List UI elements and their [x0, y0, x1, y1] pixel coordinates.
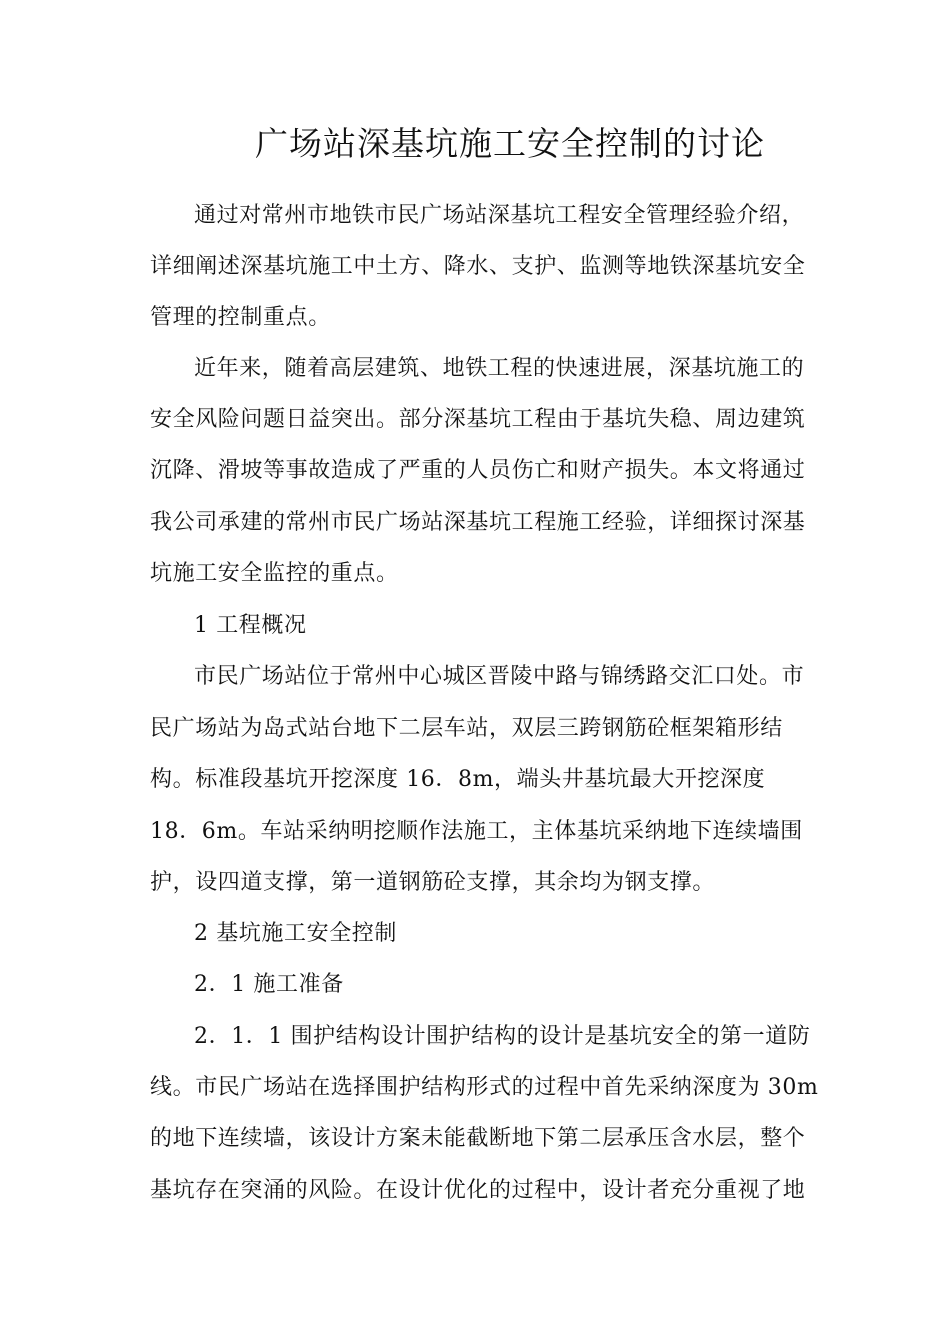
body-line-4: 近年来，随着高层建筑、地铁工程的快速进展，深基坑施工的	[194, 356, 805, 381]
body-line-10: 民广场站为岛式站台地下二层车站，双层三跨钢筋砼框架箱形结	[150, 716, 783, 741]
body-line-9: 市民广场站位于常州中心城区晋陵中路与锦绣路交汇口处。市	[194, 664, 805, 689]
subsection-heading-2-1: 2．1 施工准备	[194, 972, 344, 997]
body-line-12: 18．6m。车站采纳明挖顺作法施工，主体基坑采纳地下连续墙围	[150, 819, 803, 844]
body-line-6: 沉降、滑坡等事故造成了严重的人员伤亡和财产损失。本文将通过	[150, 458, 806, 483]
body-line-16: 的地下连续墙，该设计方案未能截断地下第二层承压含水层，整个	[150, 1126, 806, 1151]
body-line-17: 基坑存在突涌的风险。在设计优化的过程中，设计者充分重视了地	[150, 1178, 806, 1203]
body-line-5: 安全风险问题日益突出。部分深基坑工程由于基坑失稳、周边建筑	[150, 407, 806, 432]
body-line-7: 我公司承建的常州市民广场站深基坑工程施工经验，详细探讨深基	[150, 510, 806, 535]
body-line-14: 2．1．1 围护结构设计围护结构的设计是基坑安全的第一道防	[194, 1024, 811, 1049]
body-line-13: 护，设四道支撑，第一道钢筋砼支撑，其余均为钢支撑。	[150, 870, 716, 895]
body-line-15: 线。市民广场站在选择围护结构形式的过程中首先采纳深度为 30m	[150, 1075, 819, 1100]
body-line-11: 构。标准段基坑开挖深度 16．8m，端头井基坑最大开挖深度	[150, 767, 766, 792]
document-title: 广场站深基坑施工安全控制的讨论	[255, 124, 765, 163]
body-line-3: 管理的控制重点。	[150, 305, 331, 330]
section-heading-2: 2 基坑施工安全控制	[194, 921, 397, 946]
body-line-8: 坑施工安全监控的重点。	[150, 561, 399, 586]
body-line-2: 详细阐述深基坑施工中土方、降水、支护、监测等地铁深基坑安全	[150, 254, 806, 279]
body-line-1: 通过对常州市地铁市民广场站深基坑工程安全管理经验介绍，	[194, 203, 805, 228]
section-heading-1: 1 工程概况	[194, 613, 307, 638]
